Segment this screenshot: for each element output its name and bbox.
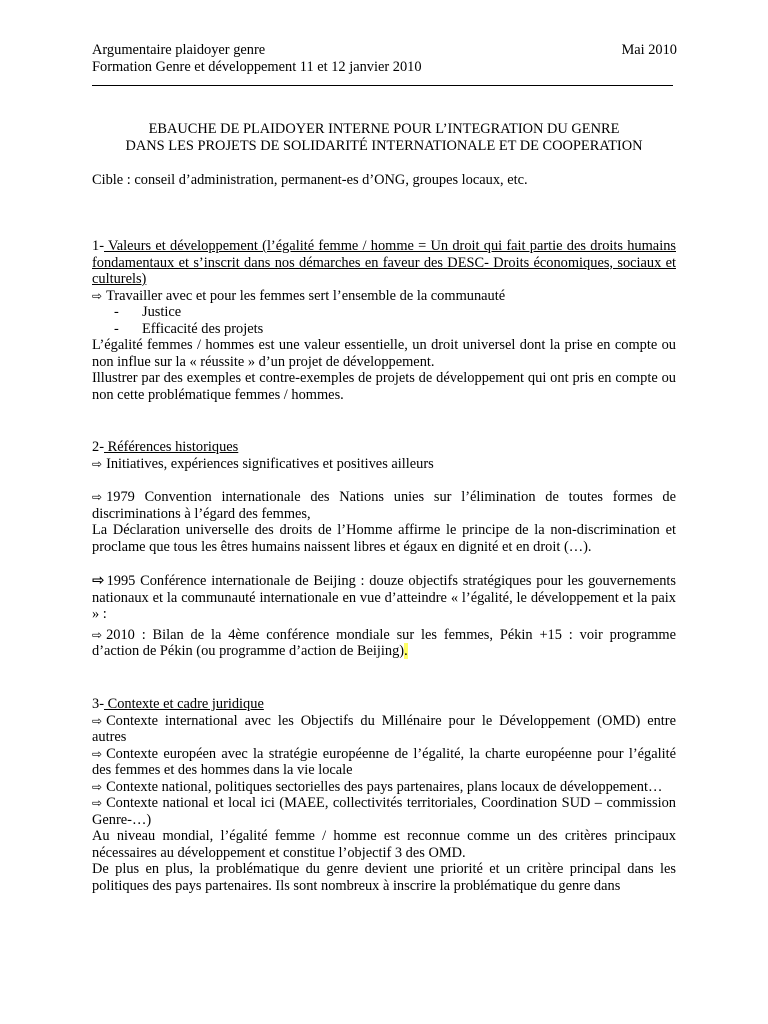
dash-item: - Efficacité des projets <box>114 320 264 337</box>
item-2010-text: 2010 : Bilan de la 4ème conférence mondiale sur les femmes, Pékin +15 : voir programme d’action de Pékin (ou programme d’action de Beijing) <box>92 626 676 659</box>
item-1979 <box>92 489 676 522</box>
page-header <box>92 42 677 75</box>
dash-item: - Justice <box>114 304 182 320</box>
arrow-item-text: Initiatives, expériences significatives et positives ailleurs <box>106 455 434 472</box>
section-1-title: Valeurs et développement (l’égalité femme / homme = Un droit qui fait partie des droits humains fondamentaux et s’inscrit dans nos démarches en faveur des DESC- Droits économiques, sociaux et culturels) <box>92 238 676 287</box>
item-2010 <box>92 627 676 660</box>
dash-item-text: Efficacité des projets <box>142 320 264 337</box>
section-2-number: 2- <box>92 439 104 455</box>
right-arrow-outline-icon: ⇨ <box>92 288 103 303</box>
right-arrow-outline-icon: ⇨ <box>92 746 103 761</box>
title-line-1: EBAUCHE DE PLAIDOYER INTERNE POUR L’INTEGRATION DU GENRE <box>148 121 620 137</box>
title-line-2: DANS LES PROJETS DE SOLIDARITÉ INTERNATIONALE ET DE COOPERATION <box>125 137 643 154</box>
header-date: Mai 2010 <box>621 42 677 58</box>
references-1995 <box>92 572 676 660</box>
section-1-heading <box>92 238 676 288</box>
references-1979 <box>92 489 676 555</box>
right-arrow-outline-icon: ⇨ <box>92 713 103 728</box>
item-1979-text: 1979 Convention internationale des Nations unies sur l’élimination de toutes formes de discriminations à l’égard des femmes, <box>92 489 676 522</box>
dash-item-text: Justice <box>142 304 182 320</box>
section-1 <box>92 238 676 403</box>
right-arrow-outline-icon: ⇨ <box>92 490 103 504</box>
section-3-title: Contexte et cadre juridique <box>104 696 264 712</box>
arrow-item-text: Travailler avec et pour les femmes sert l’ensemble de la communauté <box>106 287 506 304</box>
section-1-number: 1- <box>92 238 104 254</box>
header-doc-title: Argumentaire plaidoyer genre <box>92 42 266 58</box>
target-audience: Cible : conseil d’administration, permanent-es d’ONG, groupes locaux, etc. <box>92 172 528 188</box>
context-item-text: Contexte national et local ici (MAEE, collectivités territoriales, Coordination SUD – commission Genre-…) <box>92 795 676 828</box>
header-rule <box>92 85 673 86</box>
document-title <box>92 121 676 154</box>
right-arrow-outline-icon: ⇨ <box>92 627 103 642</box>
context-item <box>92 795 676 828</box>
section-2 <box>92 439 676 472</box>
declaration-paragraph: La Déclaration universelle des droits de l’Homme affirme le principe de la non-discrimination et proclame que tous les êtres humains naissent libres et égaux en dignité et en droit (…). <box>92 522 676 555</box>
context-item-text: Contexte international avec les Objectifs du Millénaire pour le Développement (OMD) entre autres <box>92 712 676 745</box>
section-2-heading <box>92 439 676 456</box>
context-item-text: Contexte national, politiques sectorielles des pays partenaires, plans locaux de développement… <box>106 778 663 795</box>
section-3-paragraph: De plus en plus, la problématique du genre devient une priorité et un critère principal dans les politiques des pays partenaires. Ils sont nombreux à inscrire la problématique du genre dans <box>92 861 676 894</box>
right-arrow-outline-icon: ⇨ <box>92 456 103 471</box>
section-1-paragraph: L’égalité femmes / hommes est une valeur essentielle, un droit universel dont la prise en compte ou non influe sur la « réussite » d’un projet de développement. <box>92 337 676 370</box>
context-item <box>92 779 676 796</box>
section-3-paragraph: Au niveau mondial, l’égalité femme / homme est reconnue comme un des critères principaux nécessaires au développement et constitue l’objectif 3 des OMD. <box>92 828 676 861</box>
section-3 <box>92 696 676 894</box>
item-1995 <box>92 572 676 623</box>
item-1995-text: 1995 Conférence internationale de Beijing : douze objectifs stratégiques pour les gouvernements nationaux et la communauté internationale en vue d’atteindre « l’égalité, le développement et la paix » : <box>92 573 676 622</box>
section-2-arrow-item <box>92 456 676 473</box>
header-training: Formation Genre et développement 11 et 12 janvier 2010 <box>92 58 422 75</box>
context-item <box>92 713 676 746</box>
right-arrow-outline-icon: ⇨ <box>92 571 105 589</box>
section-2-title: Références historiques <box>104 439 239 455</box>
section-3-heading <box>92 696 676 713</box>
right-arrow-outline-icon: ⇨ <box>92 779 103 794</box>
context-item <box>92 746 676 779</box>
right-arrow-outline-icon: ⇨ <box>92 796 103 810</box>
section-3-number: 3- <box>92 696 104 712</box>
section-1-arrow-item <box>92 288 676 305</box>
section-1-paragraph: Illustrer par des exemples et contre-exemples de projets de développement qui ont pris en compte ou non cette problématique femmes / hommes. <box>92 370 676 403</box>
context-item-text: Contexte européen avec la stratégie européenne de l’égalité, la charte européenne pour l’égalité des femmes et des hommes dans la vie locale <box>92 745 676 778</box>
highlighted-period: . <box>404 643 408 659</box>
